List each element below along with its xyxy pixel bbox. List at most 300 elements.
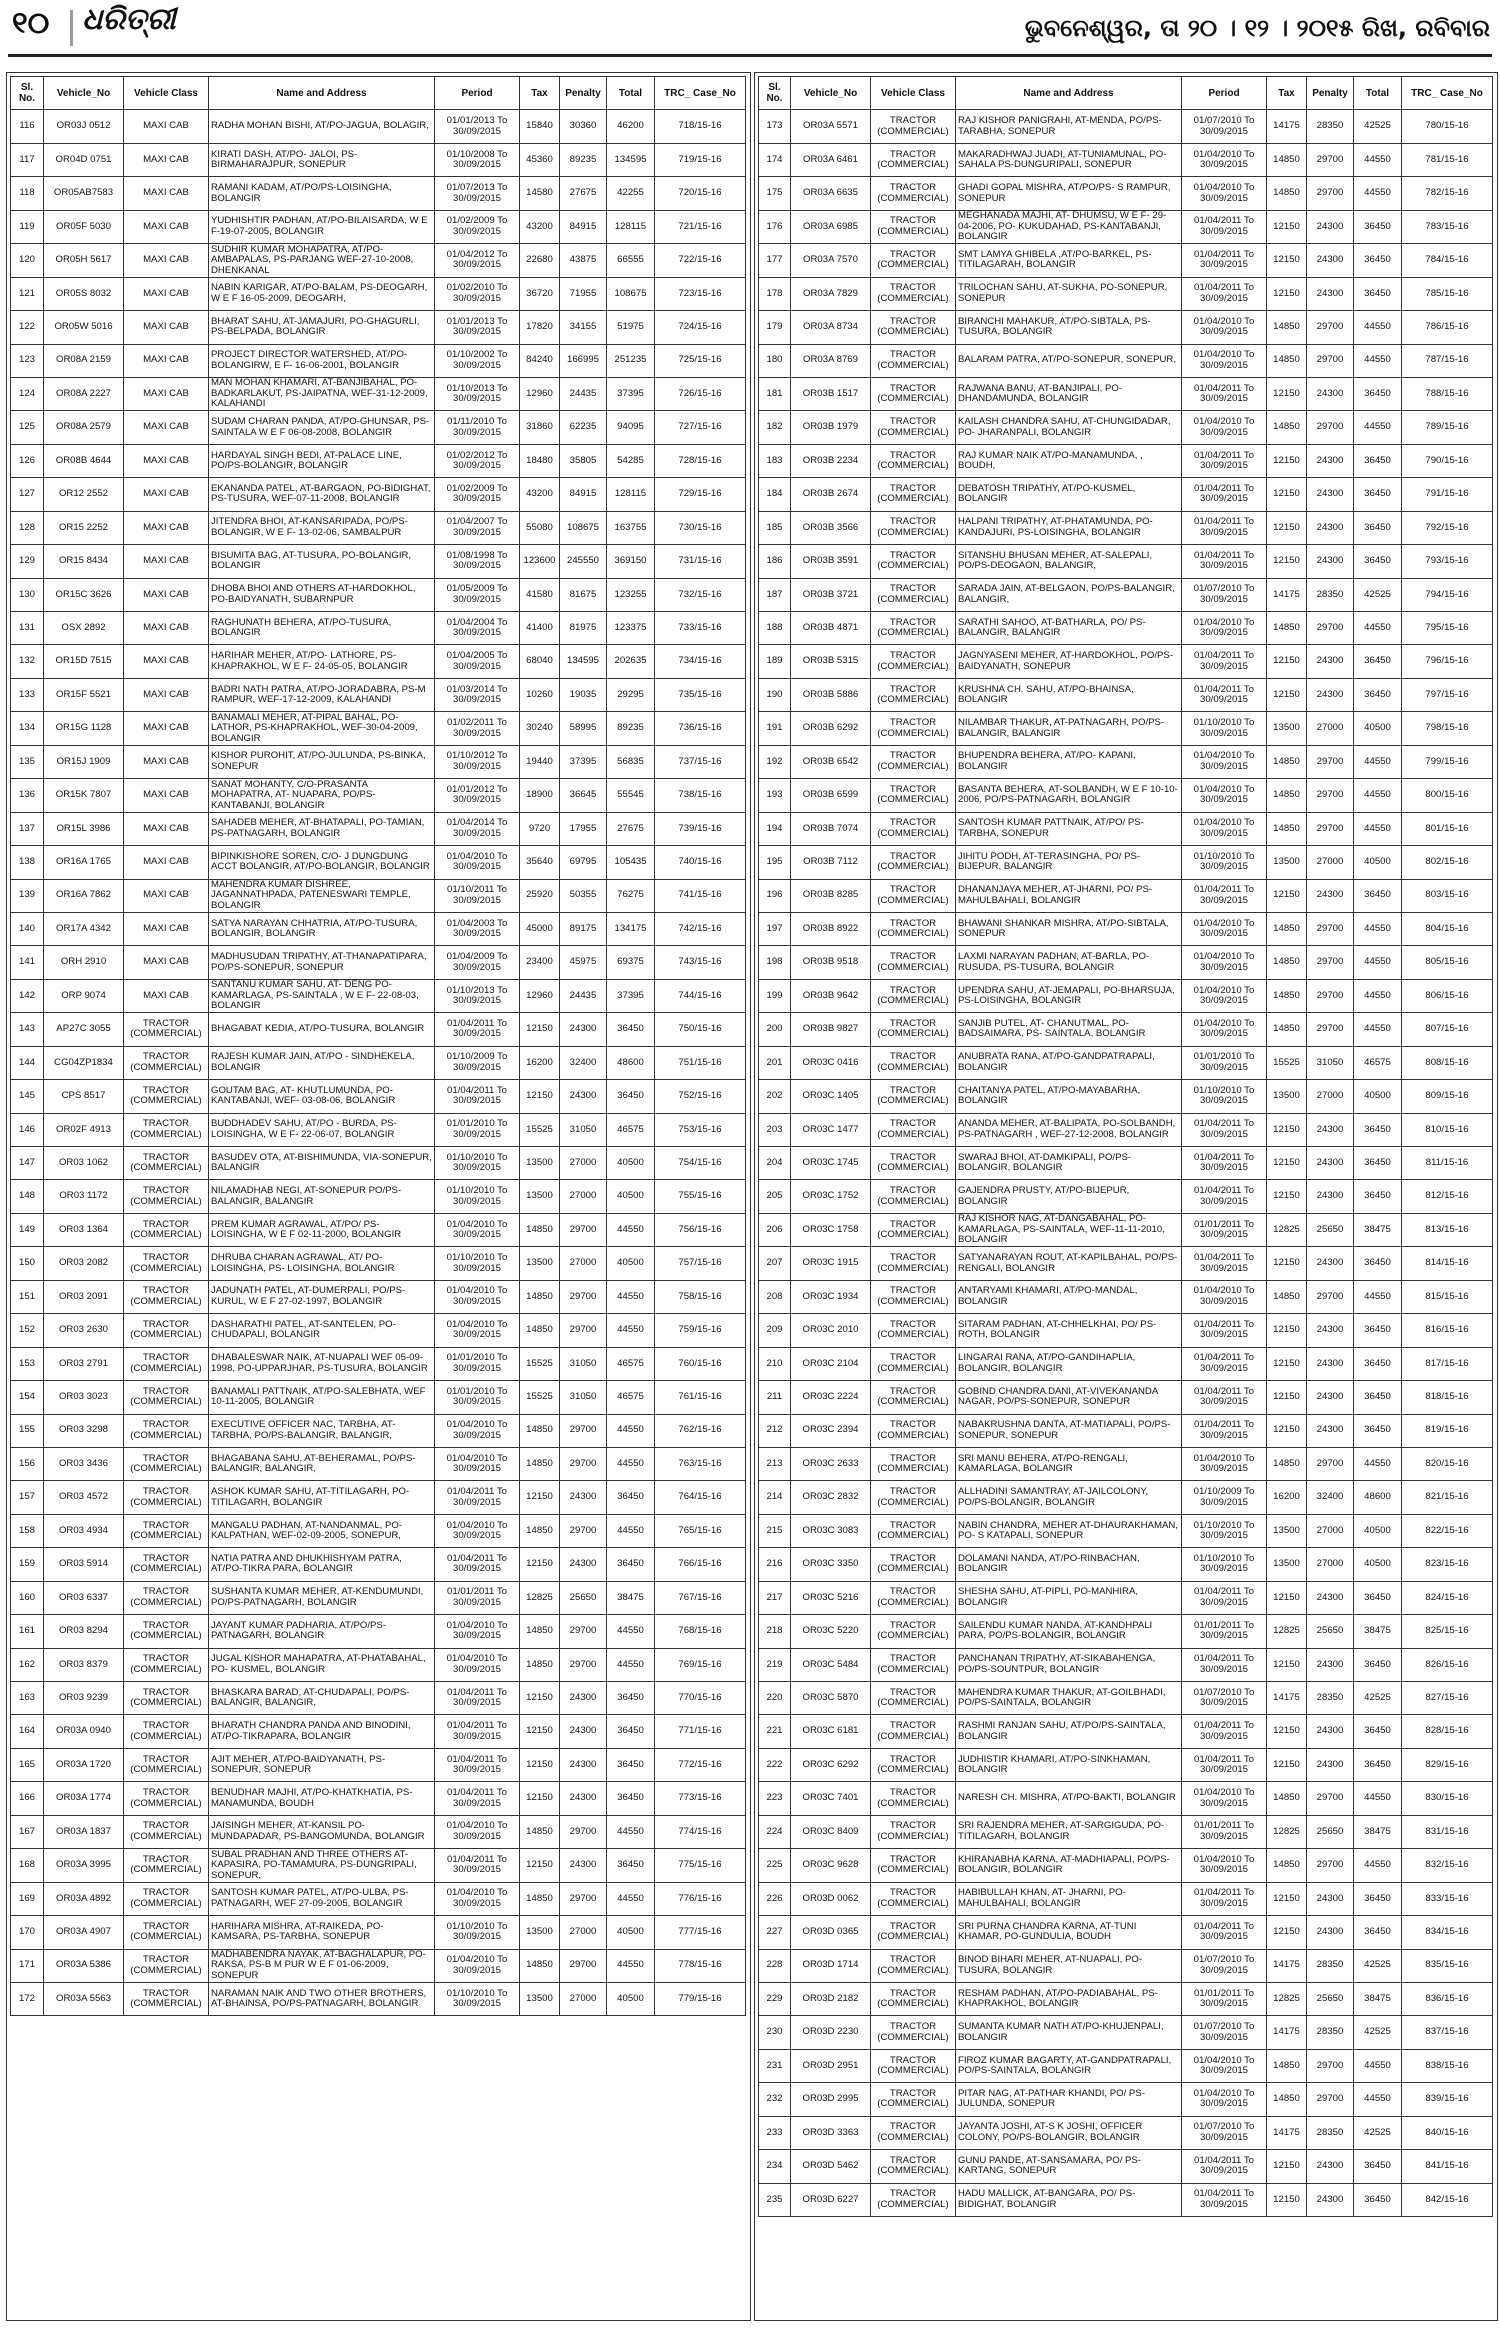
table-row xyxy=(11,1514,746,1547)
col-vehicle-no: Vehicle_No xyxy=(44,77,124,110)
cell-tax: 14850 xyxy=(1267,812,1307,845)
cell-name-address: BHASKARA BARAD, AT-CHUDAPALI, PO/PS-BALANGIR, BALANGIR, xyxy=(209,1682,435,1715)
cell-tax: 12150 xyxy=(1267,879,1307,912)
cell-vehicle-no: OR03B 8922 xyxy=(791,912,871,945)
cell-total: 44550 xyxy=(1354,143,1402,176)
cell-total: 44550 xyxy=(1354,912,1402,945)
dateline: ଭୁବନେଶ୍ୱର, ତା ୨୦ । ୧୨ । ୨୦୧୫ ରିଖ, ରବିବାର xyxy=(1024,14,1490,42)
cell-penalty: 29700 xyxy=(560,1514,607,1547)
cell-name-address: HARIHAR MEHER, AT/PO- LATHORE, PS- KHAPRAKHOL, W E F- 24-05-05, BOLANGIR xyxy=(209,645,435,678)
cell-vehicle-class: TRACTOR (COMMERCIAL) xyxy=(871,277,956,310)
cell-vehicle-class: TRACTOR (COMMERCIAL) xyxy=(124,1748,209,1781)
cell-penalty: 24300 xyxy=(1307,1916,1354,1949)
cell-name-address: BANAMALI PATTNAIK, AT/PO-SALEBHATA, WEF 10-11-2005, BOLANGIR xyxy=(209,1381,435,1414)
cell-penalty: 29700 xyxy=(1307,1447,1354,1480)
table-row xyxy=(11,110,746,143)
cell-penalty: 24300 xyxy=(1307,678,1354,711)
cell-trc-case-no: 827/15-16 xyxy=(1402,1682,1493,1715)
cell-period: 01/04/2010 To 30/09/2015 xyxy=(1182,912,1267,945)
cell-total: 46575 xyxy=(607,1381,655,1414)
cell-total: 42525 xyxy=(1354,1949,1402,1982)
cell-total: 44550 xyxy=(1354,411,1402,444)
table-row xyxy=(759,478,1493,511)
cell-tax: 12150 xyxy=(1267,444,1307,477)
table-header-row xyxy=(11,77,746,110)
cell-vehicle-class: MAXI CAB xyxy=(124,812,209,845)
cell-vehicle-class: TRACTOR (COMMERCIAL) xyxy=(871,1581,956,1614)
cell-period: 01/04/2010 To 30/09/2015 xyxy=(435,1280,520,1313)
cell-sl-no: 142 xyxy=(11,979,44,1012)
cell-name-address: SITARAM PADHAN, AT-CHHELKHAI, PO/ PS-ROTH, BOLANGIR xyxy=(956,1314,1182,1347)
col-vehicle-class: Vehicle Class xyxy=(871,77,956,110)
table-row xyxy=(759,1247,1493,1280)
cell-vehicle-class: TRACTOR (COMMERCIAL) xyxy=(871,1648,956,1681)
cell-vehicle-class: TRACTOR (COMMERCIAL) xyxy=(871,1414,956,1447)
cell-tax: 12150 xyxy=(1267,1715,1307,1748)
cell-name-address: MADHUSUDAN TRIPATHY, AT-THANAPATIPARA, PO/PS-SONEPUR, SONEPUR xyxy=(209,946,435,979)
cell-vehicle-no: OR03B 4871 xyxy=(791,612,871,645)
cell-period: 01/10/2013 To 30/09/2015 xyxy=(435,979,520,1012)
cell-sl-no: 138 xyxy=(11,846,44,879)
cell-vehicle-no: OR05F 5030 xyxy=(44,210,124,243)
cell-name-address: MAHENDRA KUMAR THAKUR, AT-GOILBHADI, PO/PS-SAINTALA, BOLANGIR xyxy=(956,1682,1182,1715)
cell-total: 123255 xyxy=(607,578,655,611)
cell-tax: 30240 xyxy=(520,712,560,745)
cell-tax: 14850 xyxy=(1267,2083,1307,2116)
cell-tax: 41580 xyxy=(520,578,560,611)
cell-total: 44550 xyxy=(607,1280,655,1313)
cell-period: 01/04/2004 To 30/09/2015 xyxy=(435,612,520,645)
table-row xyxy=(11,745,746,778)
cell-sl-no: 146 xyxy=(11,1113,44,1146)
cell-total: 128115 xyxy=(607,210,655,243)
cell-penalty: 24300 xyxy=(1307,1414,1354,1447)
cell-sl-no: 126 xyxy=(11,444,44,477)
cell-sl-no: 173 xyxy=(759,110,791,143)
cell-period: 01/04/2011 To 30/09/2015 xyxy=(1182,210,1267,243)
cell-tax: 43200 xyxy=(520,210,560,243)
cell-sl-no: 229 xyxy=(759,1982,791,2015)
cell-name-address: NARESH CH. MISHRA, AT/PO-BAKTI, BOLANGIR xyxy=(956,1782,1182,1815)
table-row xyxy=(11,946,746,979)
table-row xyxy=(759,1916,1493,1949)
cell-sl-no: 136 xyxy=(11,779,44,812)
table-row xyxy=(11,1213,746,1246)
table-row xyxy=(11,1715,746,1748)
cell-vehicle-class: MAXI CAB xyxy=(124,143,209,176)
cell-trc-case-no: 768/15-16 xyxy=(655,1615,746,1648)
cell-total: 44550 xyxy=(607,1648,655,1681)
cell-period: 01/10/2010 To 30/09/2015 xyxy=(435,1147,520,1180)
cell-vehicle-no: OR03C 1405 xyxy=(791,1080,871,1113)
cell-name-address: KHIRANABHA KARNA, AT-MADHIAPALI, PO/PS-BOLANGIR, BOLANGIR xyxy=(956,1849,1182,1882)
cell-tax: 12150 xyxy=(1267,244,1307,277)
cell-sl-no: 176 xyxy=(759,210,791,243)
cell-period: 01/01/2013 To 30/09/2015 xyxy=(435,311,520,344)
cell-penalty: 19035 xyxy=(560,678,607,711)
cell-trc-case-no: 774/15-16 xyxy=(655,1815,746,1848)
cell-total: 36450 xyxy=(1354,545,1402,578)
cell-sl-no: 122 xyxy=(11,311,44,344)
cell-trc-case-no: 788/15-16 xyxy=(1402,377,1493,410)
cell-vehicle-class: TRACTOR (COMMERCIAL) xyxy=(871,812,956,845)
cell-total: 36450 xyxy=(607,1481,655,1514)
cell-period: 01/01/2010 To 30/09/2015 xyxy=(1182,1046,1267,1079)
cell-vehicle-no: OR03B 2674 xyxy=(791,478,871,511)
cell-total: 56835 xyxy=(607,745,655,778)
cell-sl-no: 177 xyxy=(759,244,791,277)
cell-tax: 14850 xyxy=(520,1949,560,1982)
cell-period: 01/04/2011 To 30/09/2015 xyxy=(1182,1882,1267,1915)
cell-penalty: 29700 xyxy=(560,1648,607,1681)
cell-total: 36450 xyxy=(607,1080,655,1113)
cell-trc-case-no: 775/15-16 xyxy=(655,1849,746,1882)
cell-tax: 14850 xyxy=(520,1414,560,1447)
cell-name-address: SANJIB PUTEL, AT- CHANUTMAL, PO-BADSAIMARA, PS- SAINTALA, BOLANGIR xyxy=(956,1013,1182,1046)
cell-period: 01/07/2010 To 30/09/2015 xyxy=(1182,2016,1267,2049)
cell-total: 44550 xyxy=(607,1615,655,1648)
cell-penalty: 30360 xyxy=(560,110,607,143)
cell-trc-case-no: 830/15-16 xyxy=(1402,1782,1493,1815)
cell-sl-no: 141 xyxy=(11,946,44,979)
cell-vehicle-class: TRACTOR (COMMERCIAL) xyxy=(871,645,956,678)
cell-vehicle-class: TRACTOR (COMMERCIAL) xyxy=(871,1347,956,1380)
cell-name-address: BHUPENDRA BEHERA, AT/PO- KAPANI, BOLANGIR xyxy=(956,745,1182,778)
cell-period: 01/04/2011 To 30/09/2015 xyxy=(1182,1381,1267,1414)
cell-period: 01/04/2007 To 30/09/2015 xyxy=(435,511,520,544)
cell-vehicle-no: OR03D 3363 xyxy=(791,2116,871,2149)
table-row xyxy=(11,1347,746,1380)
cell-total: 44550 xyxy=(1354,344,1402,377)
cell-trc-case-no: 733/15-16 xyxy=(655,612,746,645)
cell-vehicle-no: OR03D 2951 xyxy=(791,2049,871,2082)
cell-vehicle-no: OR03D 2995 xyxy=(791,2083,871,2116)
cell-vehicle-class: MAXI CAB xyxy=(124,612,209,645)
cell-vehicle-no: OR03C 3083 xyxy=(791,1514,871,1547)
cell-penalty: 35805 xyxy=(560,444,607,477)
cell-vehicle-no: OR03 8294 xyxy=(44,1615,124,1648)
cell-total: 46575 xyxy=(607,1347,655,1380)
cell-sl-no: 120 xyxy=(11,244,44,277)
cell-name-address: JAISINGH MEHER, AT-KANSIL PO-MUNDAPADAR, PS-BANGOMUNDA, BOLANGIR xyxy=(209,1815,435,1848)
col-total: Total xyxy=(1354,77,1402,110)
cell-total: 76275 xyxy=(607,879,655,912)
cell-sl-no: 198 xyxy=(759,946,791,979)
cell-sl-no: 165 xyxy=(11,1748,44,1781)
cell-vehicle-no: OR15G 1128 xyxy=(44,712,124,745)
cell-vehicle-class: TRACTOR (COMMERCIAL) xyxy=(871,545,956,578)
cell-tax: 15525 xyxy=(520,1347,560,1380)
cell-trc-case-no: 841/15-16 xyxy=(1402,2150,1493,2183)
cell-total: 48600 xyxy=(1354,1481,1402,1514)
cell-sl-no: 203 xyxy=(759,1113,791,1146)
cell-name-address: SAILENDU KUMAR NANDA, AT-KANDHPALI PARA, PO/PS-BOLANGIR, BOLANGIR xyxy=(956,1615,1182,1648)
cell-name-address: SWARAJ BHOI, AT-DAMKIPALI, PO/PS-BOLANGIR, BOLANGIR xyxy=(956,1147,1182,1180)
cell-vehicle-class: TRACTOR (COMMERCIAL) xyxy=(871,1849,956,1882)
cell-vehicle-class: TRACTOR (COMMERCIAL) xyxy=(871,846,956,879)
cell-tax: 13500 xyxy=(1267,1080,1307,1113)
cell-trc-case-no: 742/15-16 xyxy=(655,912,746,945)
cell-vehicle-no: OR16A 7862 xyxy=(44,879,124,912)
cell-tax: 12825 xyxy=(1267,1615,1307,1648)
cell-penalty: 29700 xyxy=(560,1815,607,1848)
cell-sl-no: 193 xyxy=(759,779,791,812)
cell-name-address: MAN MOHAN KHAMARI, AT-BANJIBAHAL, PO-BADKARLAKUT, PS-JAIPATNA, WEF-31-12-2009, KALAHANDI xyxy=(209,377,435,410)
cell-period: 01/04/2014 To 30/09/2015 xyxy=(435,812,520,845)
cell-tax: 14175 xyxy=(1267,578,1307,611)
table-row xyxy=(11,1916,746,1949)
cell-name-address: SANTOSH KUMAR PATTNAIK, AT/PO/ PS-TARBHA, SONEPUR xyxy=(956,812,1182,845)
cell-sl-no: 200 xyxy=(759,1013,791,1046)
table-header-row xyxy=(759,77,1493,110)
cell-sl-no: 221 xyxy=(759,1715,791,1748)
cell-vehicle-class: TRACTOR (COMMERCIAL) xyxy=(871,678,956,711)
cell-trc-case-no: 725/15-16 xyxy=(655,344,746,377)
cell-vehicle-no: OR03A 8734 xyxy=(791,311,871,344)
table-row xyxy=(759,244,1493,277)
cell-vehicle-class: MAXI CAB xyxy=(124,846,209,879)
cell-trc-case-no: 813/15-16 xyxy=(1402,1213,1493,1246)
cell-sl-no: 170 xyxy=(11,1916,44,1949)
cell-vehicle-class: TRACTOR (COMMERCIAL) xyxy=(124,1314,209,1347)
cell-penalty: 24300 xyxy=(1307,1247,1354,1280)
cell-period: 01/03/2014 To 30/09/2015 xyxy=(435,678,520,711)
cell-vehicle-no: OR03B 2234 xyxy=(791,444,871,477)
cell-sl-no: 123 xyxy=(11,344,44,377)
cell-penalty: 81975 xyxy=(560,612,607,645)
cell-sl-no: 232 xyxy=(759,2083,791,2116)
cell-sl-no: 212 xyxy=(759,1414,791,1447)
cell-tax: 14850 xyxy=(1267,143,1307,176)
cell-period: 01/10/2011 To 30/09/2015 xyxy=(435,879,520,912)
cell-period: 01/07/2010 To 30/09/2015 xyxy=(1182,2116,1267,2149)
cell-period: 01/04/2010 To 30/09/2015 xyxy=(435,1314,520,1347)
cell-total: 36450 xyxy=(1354,2150,1402,2183)
cell-penalty: 25650 xyxy=(1307,1615,1354,1648)
cell-sl-no: 167 xyxy=(11,1815,44,1848)
cell-vehicle-class: MAXI CAB xyxy=(124,311,209,344)
cell-total: 36450 xyxy=(1354,1147,1402,1180)
cell-trc-case-no: 832/15-16 xyxy=(1402,1849,1493,1882)
cell-tax: 12150 xyxy=(520,1682,560,1715)
cell-vehicle-no: OR15 8434 xyxy=(44,545,124,578)
cell-sl-no: 182 xyxy=(759,411,791,444)
cell-vehicle-no: OR03D 1714 xyxy=(791,1949,871,1982)
cell-trc-case-no: 761/15-16 xyxy=(655,1381,746,1414)
cell-trc-case-no: 771/15-16 xyxy=(655,1715,746,1748)
cell-trc-case-no: 807/15-16 xyxy=(1402,1013,1493,1046)
table-row xyxy=(11,244,746,277)
table-row xyxy=(759,1280,1493,1313)
cell-period: 01/10/2010 To 30/09/2015 xyxy=(1182,1514,1267,1547)
cell-total: 40500 xyxy=(607,1147,655,1180)
cell-name-address: RAJ KISHOR NAG, AT-DANGABAHAL, PO-KAMARLAGA, PS-SAINTALA, WEF-11-11-2010, BOLANGIR xyxy=(956,1213,1182,1246)
cell-tax: 14850 xyxy=(1267,912,1307,945)
cell-tax: 14850 xyxy=(1267,745,1307,778)
cell-penalty: 24300 xyxy=(1307,545,1354,578)
defaulters-table-left xyxy=(10,76,746,2016)
cell-sl-no: 186 xyxy=(759,545,791,578)
table-row xyxy=(11,612,746,645)
cell-trc-case-no: 718/15-16 xyxy=(655,110,746,143)
cell-vehicle-no: OR03 3298 xyxy=(44,1414,124,1447)
cell-vehicle-no: OR03A 6635 xyxy=(791,177,871,210)
table-body-right xyxy=(759,110,1493,2217)
cell-period: 01/04/2011 To 30/09/2015 xyxy=(1182,377,1267,410)
cell-penalty: 28350 xyxy=(1307,110,1354,143)
cell-total: 44550 xyxy=(1354,779,1402,812)
cell-vehicle-no: OR03B 6542 xyxy=(791,745,871,778)
cell-sl-no: 197 xyxy=(759,912,791,945)
cell-name-address: NILAMBAR THAKUR, AT-PATNAGARH, PO/PS-BALANGIR, BALANGIR xyxy=(956,712,1182,745)
cell-period: 01/10/2010 To 30/09/2015 xyxy=(1182,712,1267,745)
cell-period: 01/02/2009 To 30/09/2015 xyxy=(435,210,520,243)
col-period: Period xyxy=(435,77,520,110)
cell-penalty: 29700 xyxy=(560,1949,607,1982)
cell-period: 01/04/2011 To 30/09/2015 xyxy=(1182,1916,1267,1949)
cell-penalty: 24300 xyxy=(1307,2150,1354,2183)
cell-total: 251235 xyxy=(607,344,655,377)
cell-vehicle-no: OR03C 5870 xyxy=(791,1682,871,1715)
cell-penalty: 27000 xyxy=(560,1180,607,1213)
cell-total: 42525 xyxy=(1354,578,1402,611)
cell-name-address: BANAMALI MEHER, AT-PIPAL BAHAL, PO-LATHOR, PS-KHAPRAKHOL, WEF-30-04-2009, BOLANGIR xyxy=(209,712,435,745)
cell-vehicle-no: OR03D 5462 xyxy=(791,2150,871,2183)
cell-sl-no: 233 xyxy=(759,2116,791,2149)
cell-trc-case-no: 730/15-16 xyxy=(655,511,746,544)
cell-sl-no: 180 xyxy=(759,344,791,377)
cell-name-address: HARIHARA MISHRA, AT-RAIKEDA, PO-KAMSARA, PS-TARBHA, SONEPUR xyxy=(209,1916,435,1949)
cell-period: 01/07/2010 To 30/09/2015 xyxy=(1182,578,1267,611)
col-penalty: Penalty xyxy=(1307,77,1354,110)
cell-name-address: NARAMAN NAIK AND TWO OTHER BROTHERS, AT-BHAINSA, PO/PS-PATNAGARH, BOLANGIR xyxy=(209,1982,435,2015)
cell-tax: 12960 xyxy=(520,979,560,1012)
cell-penalty: 29700 xyxy=(1307,344,1354,377)
cell-vehicle-class: TRACTOR (COMMERCIAL) xyxy=(124,1180,209,1213)
cell-trc-case-no: 735/15-16 xyxy=(655,678,746,711)
cell-tax: 12150 xyxy=(520,1548,560,1581)
cell-period: 01/04/2011 To 30/09/2015 xyxy=(1182,1414,1267,1447)
cell-trc-case-no: 810/15-16 xyxy=(1402,1113,1493,1146)
table-row xyxy=(11,1949,746,1982)
cell-trc-case-no: 764/15-16 xyxy=(655,1481,746,1514)
cell-sl-no: 149 xyxy=(11,1213,44,1246)
cell-sl-no: 162 xyxy=(11,1648,44,1681)
cell-vehicle-class: TRACTOR (COMMERCIAL) xyxy=(871,578,956,611)
cell-name-address: GOUTAM BAG, AT- KHUTLUMUNDA, PO- KANTABANJI, WEF- 03-08-06, BOLANGIR xyxy=(209,1080,435,1113)
table-row xyxy=(11,712,746,745)
col-vehicle-class: Vehicle Class xyxy=(124,77,209,110)
cell-period: 01/04/2011 To 30/09/2015 xyxy=(1182,478,1267,511)
cell-name-address: BHAWANI SHANKAR MISHRA, AT/PO-SIBTALA, SONEPUR xyxy=(956,912,1182,945)
cell-total: 38475 xyxy=(1354,1213,1402,1246)
table-row xyxy=(11,1581,746,1614)
cell-vehicle-class: MAXI CAB xyxy=(124,879,209,912)
cell-tax: 13500 xyxy=(520,1916,560,1949)
cell-penalty: 84915 xyxy=(560,478,607,511)
cell-penalty: 25650 xyxy=(1307,1982,1354,2015)
cell-name-address: YUDHISHTIR PADHAN, AT/PO-BILAISARDA, W E F-19-07-2005, BOLANGIR xyxy=(209,210,435,243)
cell-total: 44550 xyxy=(1354,1280,1402,1313)
cell-tax: 14850 xyxy=(520,1648,560,1681)
cell-penalty: 166995 xyxy=(560,344,607,377)
cell-tax: 12150 xyxy=(520,1013,560,1046)
cell-sl-no: 158 xyxy=(11,1514,44,1547)
cell-trc-case-no: 767/15-16 xyxy=(655,1581,746,1614)
cell-penalty: 24300 xyxy=(1307,277,1354,310)
cell-vehicle-class: TRACTOR (COMMERCIAL) xyxy=(871,244,956,277)
cell-sl-no: 222 xyxy=(759,1748,791,1781)
cell-vehicle-no: OR03B 7074 xyxy=(791,812,871,845)
cell-trc-case-no: 740/15-16 xyxy=(655,846,746,879)
cell-penalty: 29700 xyxy=(560,1447,607,1480)
cell-sl-no: 213 xyxy=(759,1447,791,1480)
cell-trc-case-no: 821/15-16 xyxy=(1402,1481,1493,1514)
cell-vehicle-class: TRACTOR (COMMERCIAL) xyxy=(871,177,956,210)
cell-tax: 14850 xyxy=(520,1615,560,1648)
cell-sl-no: 127 xyxy=(11,478,44,511)
table-row xyxy=(759,1615,1493,1648)
cell-vehicle-class: MAXI CAB xyxy=(124,210,209,243)
cell-vehicle-no: OR03A 8769 xyxy=(791,344,871,377)
cell-total: 36450 xyxy=(607,1849,655,1882)
cell-vehicle-class: TRACTOR (COMMERCIAL) xyxy=(871,612,956,645)
cell-total: 89235 xyxy=(607,712,655,745)
cell-trc-case-no: 796/15-16 xyxy=(1402,645,1493,678)
cell-period: 01/04/2010 To 30/09/2015 xyxy=(1182,1280,1267,1313)
cell-vehicle-class: MAXI CAB xyxy=(124,979,209,1012)
cell-period: 01/04/2011 To 30/09/2015 xyxy=(1182,277,1267,310)
cell-sl-no: 185 xyxy=(759,511,791,544)
cell-vehicle-class: TRACTOR (COMMERCIAL) xyxy=(871,979,956,1012)
cell-vehicle-no: ORP 9074 xyxy=(44,979,124,1012)
cell-penalty: 31050 xyxy=(560,1381,607,1414)
cell-vehicle-class: TRACTOR (COMMERCIAL) xyxy=(124,1481,209,1514)
cell-name-address: JAGNYASENI MEHER, AT-HARDOKHOL, PO/PS-BAIDYANATH, SONEPUR xyxy=(956,645,1182,678)
cell-tax: 12960 xyxy=(520,377,560,410)
cell-penalty: 29700 xyxy=(560,1280,607,1313)
cell-name-address: SRI PURNA CHANDRA KARNA, AT-TUNI KHAMAR, PO-GUNDULIA, BOUDH xyxy=(956,1916,1182,1949)
cell-penalty: 37395 xyxy=(560,745,607,778)
cell-trc-case-no: 814/15-16 xyxy=(1402,1247,1493,1280)
cell-vehicle-class: TRACTOR (COMMERCIAL) xyxy=(124,1916,209,1949)
cell-tax: 15525 xyxy=(520,1113,560,1146)
cell-vehicle-no: OR03 4934 xyxy=(44,1514,124,1547)
cell-period: 01/04/2005 To 30/09/2015 xyxy=(435,645,520,678)
cell-sl-no: 140 xyxy=(11,912,44,945)
cell-name-address: JUDHISTIR KHAMARI, AT/PO-SINKHAMAN, BOLANGIR xyxy=(956,1748,1182,1781)
cell-tax: 12825 xyxy=(1267,1815,1307,1848)
cell-tax: 12150 xyxy=(1267,210,1307,243)
cell-name-address: BADRI NATH PATRA, AT/PO-JORADABRA, PS-M RAMPUR, WEF-17-12-2009, KALAHANDI xyxy=(209,678,435,711)
cell-penalty: 24300 xyxy=(560,1782,607,1815)
cell-tax: 13500 xyxy=(520,1147,560,1180)
cell-vehicle-class: TRACTOR (COMMERCIAL) xyxy=(871,1147,956,1180)
cell-trc-case-no: 739/15-16 xyxy=(655,812,746,845)
cell-total: 94095 xyxy=(607,411,655,444)
cell-penalty: 27000 xyxy=(560,1982,607,2015)
cell-period: 01/04/2011 To 30/09/2015 xyxy=(435,1548,520,1581)
col-total: Total xyxy=(607,77,655,110)
cell-trc-case-no: 819/15-16 xyxy=(1402,1414,1493,1447)
cell-sl-no: 159 xyxy=(11,1548,44,1581)
cell-vehicle-no: OR03C 1915 xyxy=(791,1247,871,1280)
cell-period: 01/04/2011 To 30/09/2015 xyxy=(1182,511,1267,544)
col-name-address: Name and Address xyxy=(209,77,435,110)
cell-trc-case-no: 772/15-16 xyxy=(655,1748,746,1781)
cell-total: 36450 xyxy=(1354,478,1402,511)
cell-period: 01/04/2011 To 30/09/2015 xyxy=(1182,879,1267,912)
